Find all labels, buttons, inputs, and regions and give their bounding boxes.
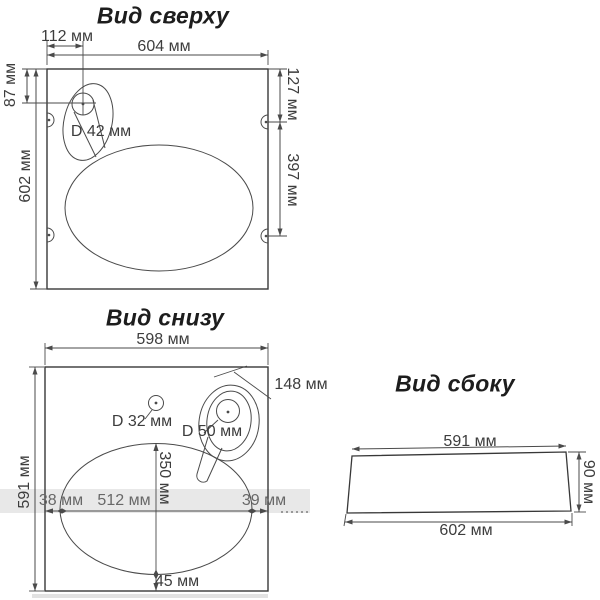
dim-bottom-width: 598 мм: [136, 331, 190, 348]
dim-top-width: 604 мм: [137, 38, 191, 55]
dim-top-offset-y: 87 мм: [2, 62, 19, 108]
top-view-extension-lines: [22, 38, 287, 289]
basin-ellipse: [65, 145, 253, 271]
dim-gap-left: 38 мм: [38, 492, 84, 509]
dim-top-offset-x: 112 мм: [41, 28, 93, 45]
dim-tap-length: 148 мм: [274, 376, 328, 393]
top-view-title: Вид сверху: [96, 2, 230, 29]
countertop-outline: [47, 69, 268, 289]
top-view-linework: [22, 38, 287, 289]
dim-drain-diameter: D 50 мм: [181, 423, 243, 440]
center-dots-bottom: [155, 402, 230, 414]
dim-gap-right: 39 мм: [241, 492, 287, 509]
dim-side-height: 90 мм: [580, 459, 597, 505]
side-profile-outline: [347, 452, 571, 513]
dim-top-hole-top: 127 мм: [284, 67, 301, 121]
side-view-linework: [344, 446, 586, 526]
dim-top-hole-span: 397 мм: [284, 153, 301, 207]
dim-bowl-width: 512 мм: [97, 492, 151, 509]
dim-bottom-height: 591 мм: [16, 455, 33, 509]
side-view-title: Вид сбоку: [395, 370, 515, 397]
faucet-hole-top: [56, 79, 120, 166]
dim-side-top-width: 591 мм: [443, 433, 497, 450]
dim-overflow-diameter: D 32 мм: [111, 413, 173, 430]
dim-faucet-diameter: D 42 мм: [70, 123, 132, 140]
bottom-view-extension-lines: [29, 343, 268, 591]
side-view-extension-lines: [344, 452, 586, 526]
dim-side-bottom-width: 602 мм: [439, 522, 493, 539]
dim-top-height: 602 мм: [17, 149, 34, 203]
dim-bowl-length: 350 мм: [156, 451, 173, 505]
top-view-dimension-lines: [27, 46, 280, 289]
diagonal-dim-148: [214, 366, 271, 399]
dim-gap-bottom: 45 мм: [154, 573, 200, 590]
bottom-view-title: Вид снизу: [105, 304, 225, 331]
